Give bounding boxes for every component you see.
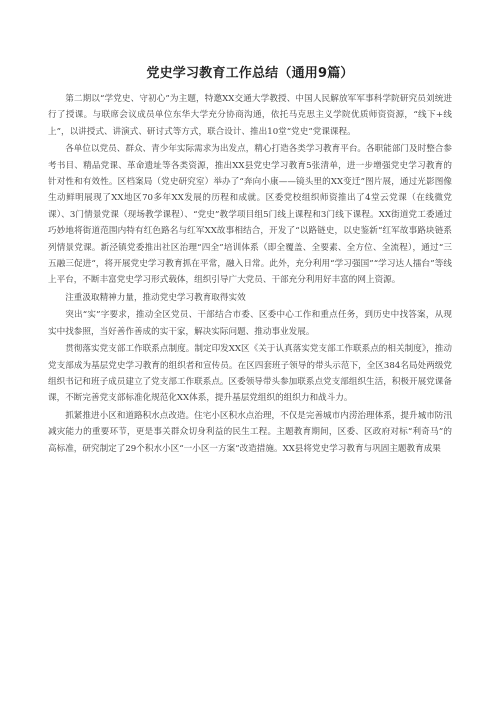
paragraph-2: 各单位以党员、群众、青少年实际需求为出发点，精心打造各类学习教育平台。各职能部门及时整合参考书目、精品党课、革命遗址等各类资源，推出XX县党史学习教育5张清单，进一步增强党史学习教育的针对性和有效性。区档案局（党史研究室）举办了“奔向小康——镜头里的XX变迁”图片展，通过光影图像生动鲜明展现了XX地区70多年XX发展的历程和成就。区委党校组织师资推出了4堂云党课（在线微党课）、3门情景党课（现场教学课程）、“党史”教学项目组5门线上课程和3门线下课程。XX街道党工委通过巧妙地将街道范围内特有红色路名与红军XX故事相结合，开发了“以路链史，以史鉴新“红军故事路块链系列情景党课。新泾镇党委推出社区治理“四全”培训体系（即全覆盖、全要素、全方位、全流程），通过“三五融三促进“，将开展党史学习教育抓在平常，融入日常。此外，充分利用“学习强国”“学习达人擂台”等线上平台，不断丰富党史学习形式载体，组织引导广大党员、干部充分利用好丰富的网上资源。: [48, 144, 452, 286]
paragraph-5: 抓紧推进小区和道路积水点改造。住宅小区积水点治理，不仅是完善城市内涝治理体系，提升城市防汛减灾能力的重要环节，更是事关群众切身利益的民生工程。主题教育期间，区委、区政府对标“利奇马”的高标准，研究制定了29个积水小区“一小区一方案”改造措施。XX县将党史学习教育与巩固主题教育成果: [48, 410, 452, 454]
paragraph-1: 第二期以“学党史、守初心”为主题，特邀XX交通大学教授、中国人民解放军军事科学院研究员刘统进行了授课。与联席会议成员单位东华大学充分协商沟通，依托马克思主义学院优质师资资源，“线下+线上”，以讲授式、讲演式、研讨式等方式，联合设计、推出10堂“党史”党课课程。: [48, 94, 452, 137]
paragraph-4: 贯彻落实党支部工作联系点制度。制定印发XX区《关于认真落实党支部工作联系点的相关制度》，推动党支部成为基层党史学习教育的组织者和宣传员。在区四套班子领导的带头示范下，全区384名局处两级党组织书记和班子成员建立了党支部工作联系点。区委领导带头参加联系点党支部组织生活，积极开展党课备课，不断完善党支部标准化规范化XX体系，提升基层党组织的组织力和战斗力。: [48, 344, 452, 404]
document-title: 党史学习教育工作总结（通用9篇）: [146, 66, 354, 81]
section-heading: 注重汲取精神力量，推动党史学习教育取得实效: [65, 292, 246, 303]
paragraph-3: 突出“实”字要求，推动全区党员、干部结合市委、区委中心工作和重点任务，到历史中找答案，从现实中找参照，当好善作善成的实干家，解决实际问题、推动事业发展。: [48, 310, 452, 337]
